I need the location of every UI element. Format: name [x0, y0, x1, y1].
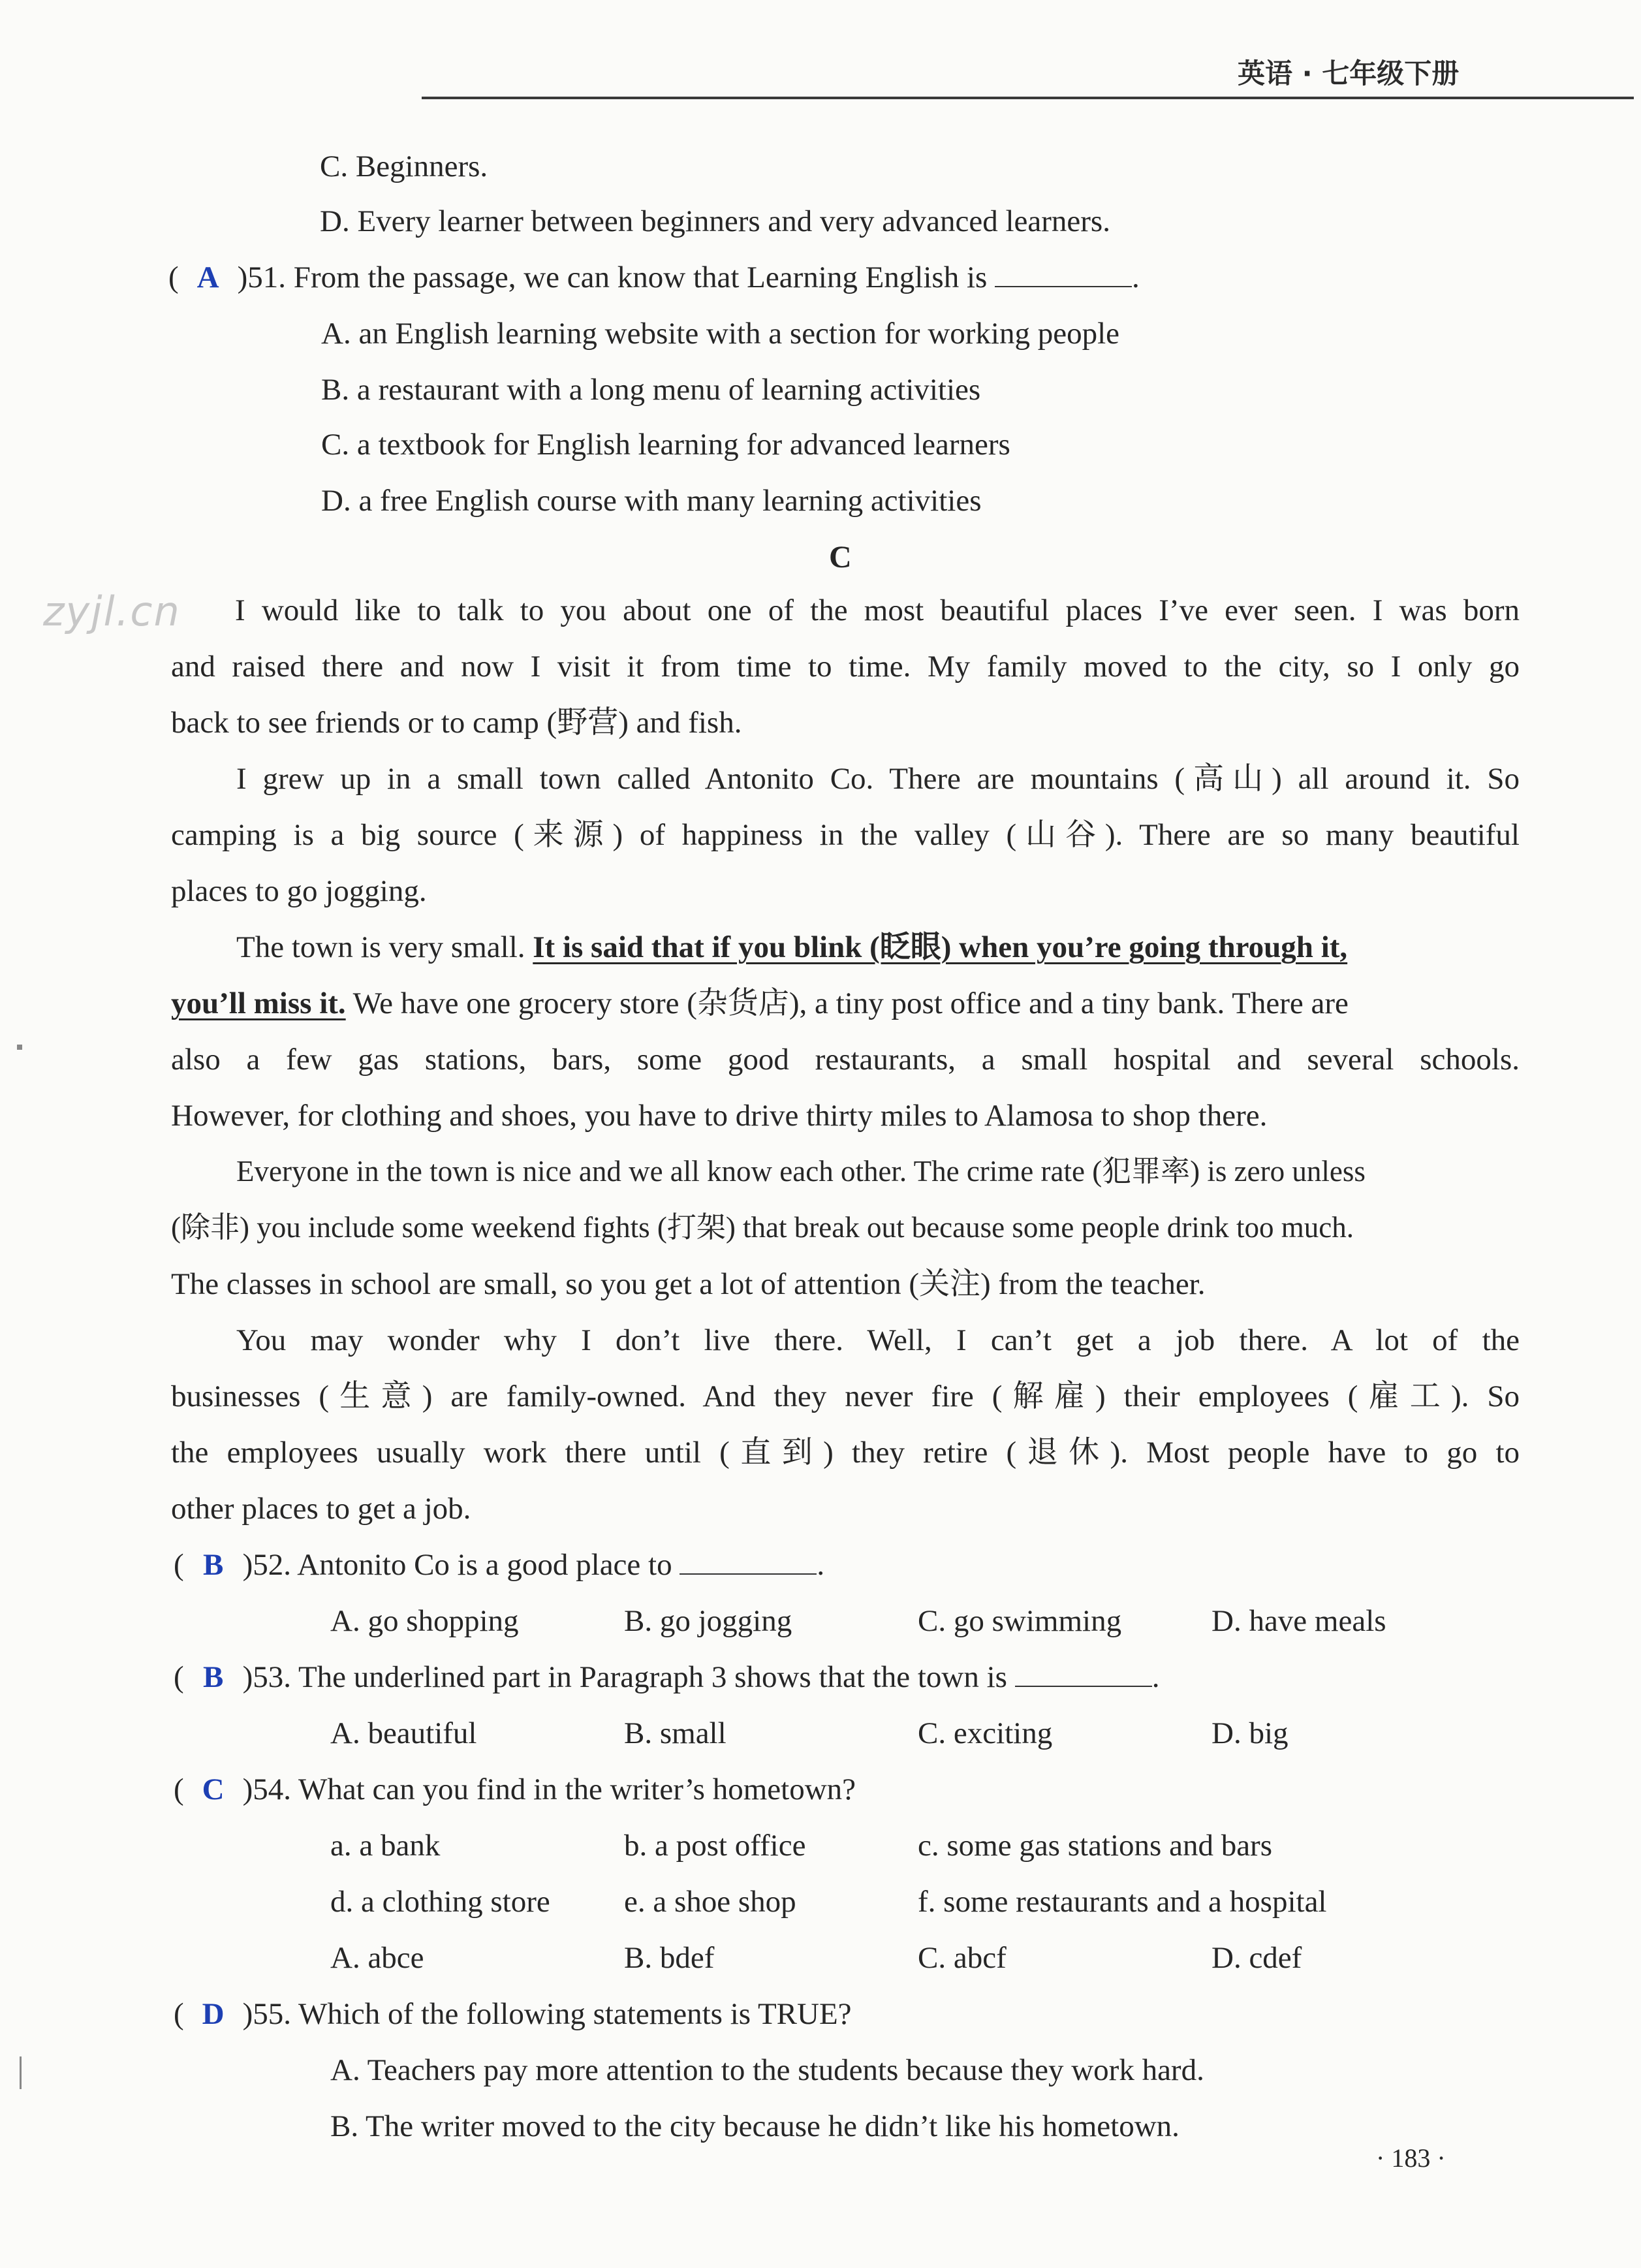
question-51-end: .: [1132, 260, 1140, 294]
q51-option-b: B. a restaurant with a long menu of learning activities: [321, 373, 981, 407]
section-heading: C: [829, 540, 852, 575]
header-title: 英语 · 七年级下册: [1238, 57, 1460, 89]
answer-blank: [1015, 1682, 1152, 1687]
passage-text: We have one grocery store (杂货店), a tiny post office and a tiny bank. There are: [345, 986, 1349, 1020]
question-54: ( C )54. What can you find in the writer’s hometown?: [174, 1772, 856, 1806]
question-51: ( A )51. From the passage, we can know that Learning English is .: [168, 260, 1140, 294]
passage-line: places to go jogging.: [171, 874, 427, 908]
q51-option-a: A. an English learning website with a section for working people: [321, 317, 1120, 351]
passage-line: [171, 1438, 1520, 1468]
underlined-sentence: you’ll miss it.: [171, 986, 346, 1020]
q52-option-d: D. have meals: [1211, 1604, 1386, 1638]
question-55: ( D )55. Which of the following statements is TRUE?: [174, 1997, 852, 2031]
q51-option-c: C. a textbook for English learning for advanced learners: [321, 428, 1010, 462]
passage-text: the employees usually work there until (直到) they retire (退休). Most people have to go to: [171, 1436, 1520, 1470]
q54-option-c: C. abcf: [918, 1941, 1007, 1975]
answer-blank: [680, 1569, 817, 1575]
answer-54: C: [202, 1772, 225, 1806]
passage-line: However, for clothing and shoes, you have to drive thirty miles to Alamosa to shop there.: [171, 1099, 1268, 1133]
question-52-stem: )52. Antonito Co is a good place to: [242, 1548, 680, 1582]
passage-text: You may wonder why I don’t live there. Well, I can’t get a job there. A lot of the: [236, 1323, 1520, 1357]
q53-option-d: D. big: [1211, 1716, 1289, 1750]
q54-item: d. a clothing store: [330, 1885, 550, 1919]
underlined-sentence: It is said that if you blink (眨眼) when you’re going through it,: [533, 930, 1348, 964]
passage-line: [235, 595, 1520, 626]
q53-option-a: A. beautiful: [330, 1716, 477, 1750]
passage-line: [171, 820, 1520, 851]
passage-text: businesses (生意) are family-owned. And they never fire (解雇) their employees (雇工). So: [171, 1379, 1520, 1413]
q54-item: e. a shoe shop: [624, 1885, 796, 1919]
scan-edge-mark: [20, 2056, 22, 2089]
passage-line: Everyone in the town is nice and we all know each other. The crime rate (犯罪率) is zero unless: [236, 1155, 1366, 1188]
passage-text: The town is very small.: [236, 930, 533, 964]
question-52-end: .: [817, 1548, 825, 1582]
q54-option-b: B. bdef: [624, 1941, 715, 1975]
page-number: · 183 ·: [1376, 2143, 1446, 2173]
header-rule: [422, 97, 1634, 99]
passage-line: [236, 1325, 1520, 1356]
q53-option-c: C. exciting: [918, 1716, 1053, 1750]
q54-item: a. a bank: [330, 1829, 441, 1863]
question-53-stem: )53. The underlined part in Paragraph 3 shows that the town is: [242, 1660, 1015, 1694]
passage-line: The classes in school are small, so you get a lot of attention (关注) from the teacher.: [171, 1267, 1206, 1301]
q55-option-a: A. Teachers pay more attention to the students because they work hard.: [330, 2053, 1204, 2087]
q54-option-a: A. abce: [330, 1941, 424, 1975]
q54-item: f. some restaurants and a hospital: [918, 1885, 1327, 1919]
passage-line: [171, 1045, 1520, 1075]
passage-line: back to see friends or to camp (野营) and fish.: [171, 706, 742, 740]
answer-51: A: [196, 260, 219, 294]
passage-line: (除非) you include some weekend fights (打架) that break out because some people drink too much.: [171, 1211, 1354, 1244]
question-53: ( B )53. The underlined part in Paragraph 3 shows that the town is .: [174, 1660, 1160, 1694]
question-53-end: .: [1151, 1660, 1160, 1694]
passage-line: [171, 1381, 1520, 1412]
answer-blank: [995, 282, 1132, 287]
passage-text: camping is a big source (来源) of happiness in the valley (山谷). There are so many beautiful: [171, 818, 1520, 852]
question-55-stem: )55. Which of the following statements is TRUE?: [242, 1997, 852, 2031]
prev-option-c: C. Beginners.: [320, 150, 488, 183]
q52-option-a: A. go shopping: [330, 1604, 519, 1638]
q54-item: b. a post office: [624, 1829, 806, 1863]
passage-line: [171, 988, 1349, 1019]
prev-option-d: D. Every learner between beginners and very advanced learners.: [320, 204, 1110, 238]
passage-line: [236, 764, 1520, 795]
q54-option-d: D. cdef: [1211, 1941, 1302, 1975]
passage-text: also a few gas stations, bars, some good restaurants, a small hospital and several schools.: [171, 1043, 1520, 1077]
passage-text: I would like to talk to you about one of the most beautiful places I’ve ever seen. I was born: [235, 593, 1520, 627]
passage-line: [171, 652, 1520, 682]
q51-option-d: D. a free English course with many learning activities: [321, 484, 982, 518]
q54-item: c. some gas stations and bars: [918, 1829, 1273, 1863]
answer-53: B: [202, 1660, 224, 1694]
question-51-stem: )51. From the passage, we can know that Learning English is: [237, 260, 995, 294]
q52-option-c: C. go swimming: [918, 1604, 1122, 1638]
watermark-text: zyjl.cn: [43, 588, 181, 635]
passage-text: I grew up in a small town called Antonito Co. There are mountains (高山) all around it. So: [236, 762, 1520, 796]
question-54-stem: )54. What can you find in the writer’s hometown?: [242, 1772, 856, 1806]
passage-line: other places to get a job.: [171, 1492, 471, 1526]
question-52: ( B )52. Antonito Co is a good place to .: [174, 1548, 825, 1582]
q52-option-b: B. go jogging: [624, 1604, 792, 1638]
answer-55: D: [202, 1997, 225, 2031]
q53-option-b: B. small: [624, 1716, 727, 1750]
answer-52: B: [202, 1548, 224, 1582]
passage-text: and raised there and now I visit it from time to time. My family moved to the city, so I only go: [171, 650, 1520, 684]
scan-edge-mark: [17, 1045, 22, 1050]
q55-option-b: B. The writer moved to the city because he didn’t like his hometown.: [330, 2109, 1180, 2143]
passage-line: [236, 932, 1347, 963]
